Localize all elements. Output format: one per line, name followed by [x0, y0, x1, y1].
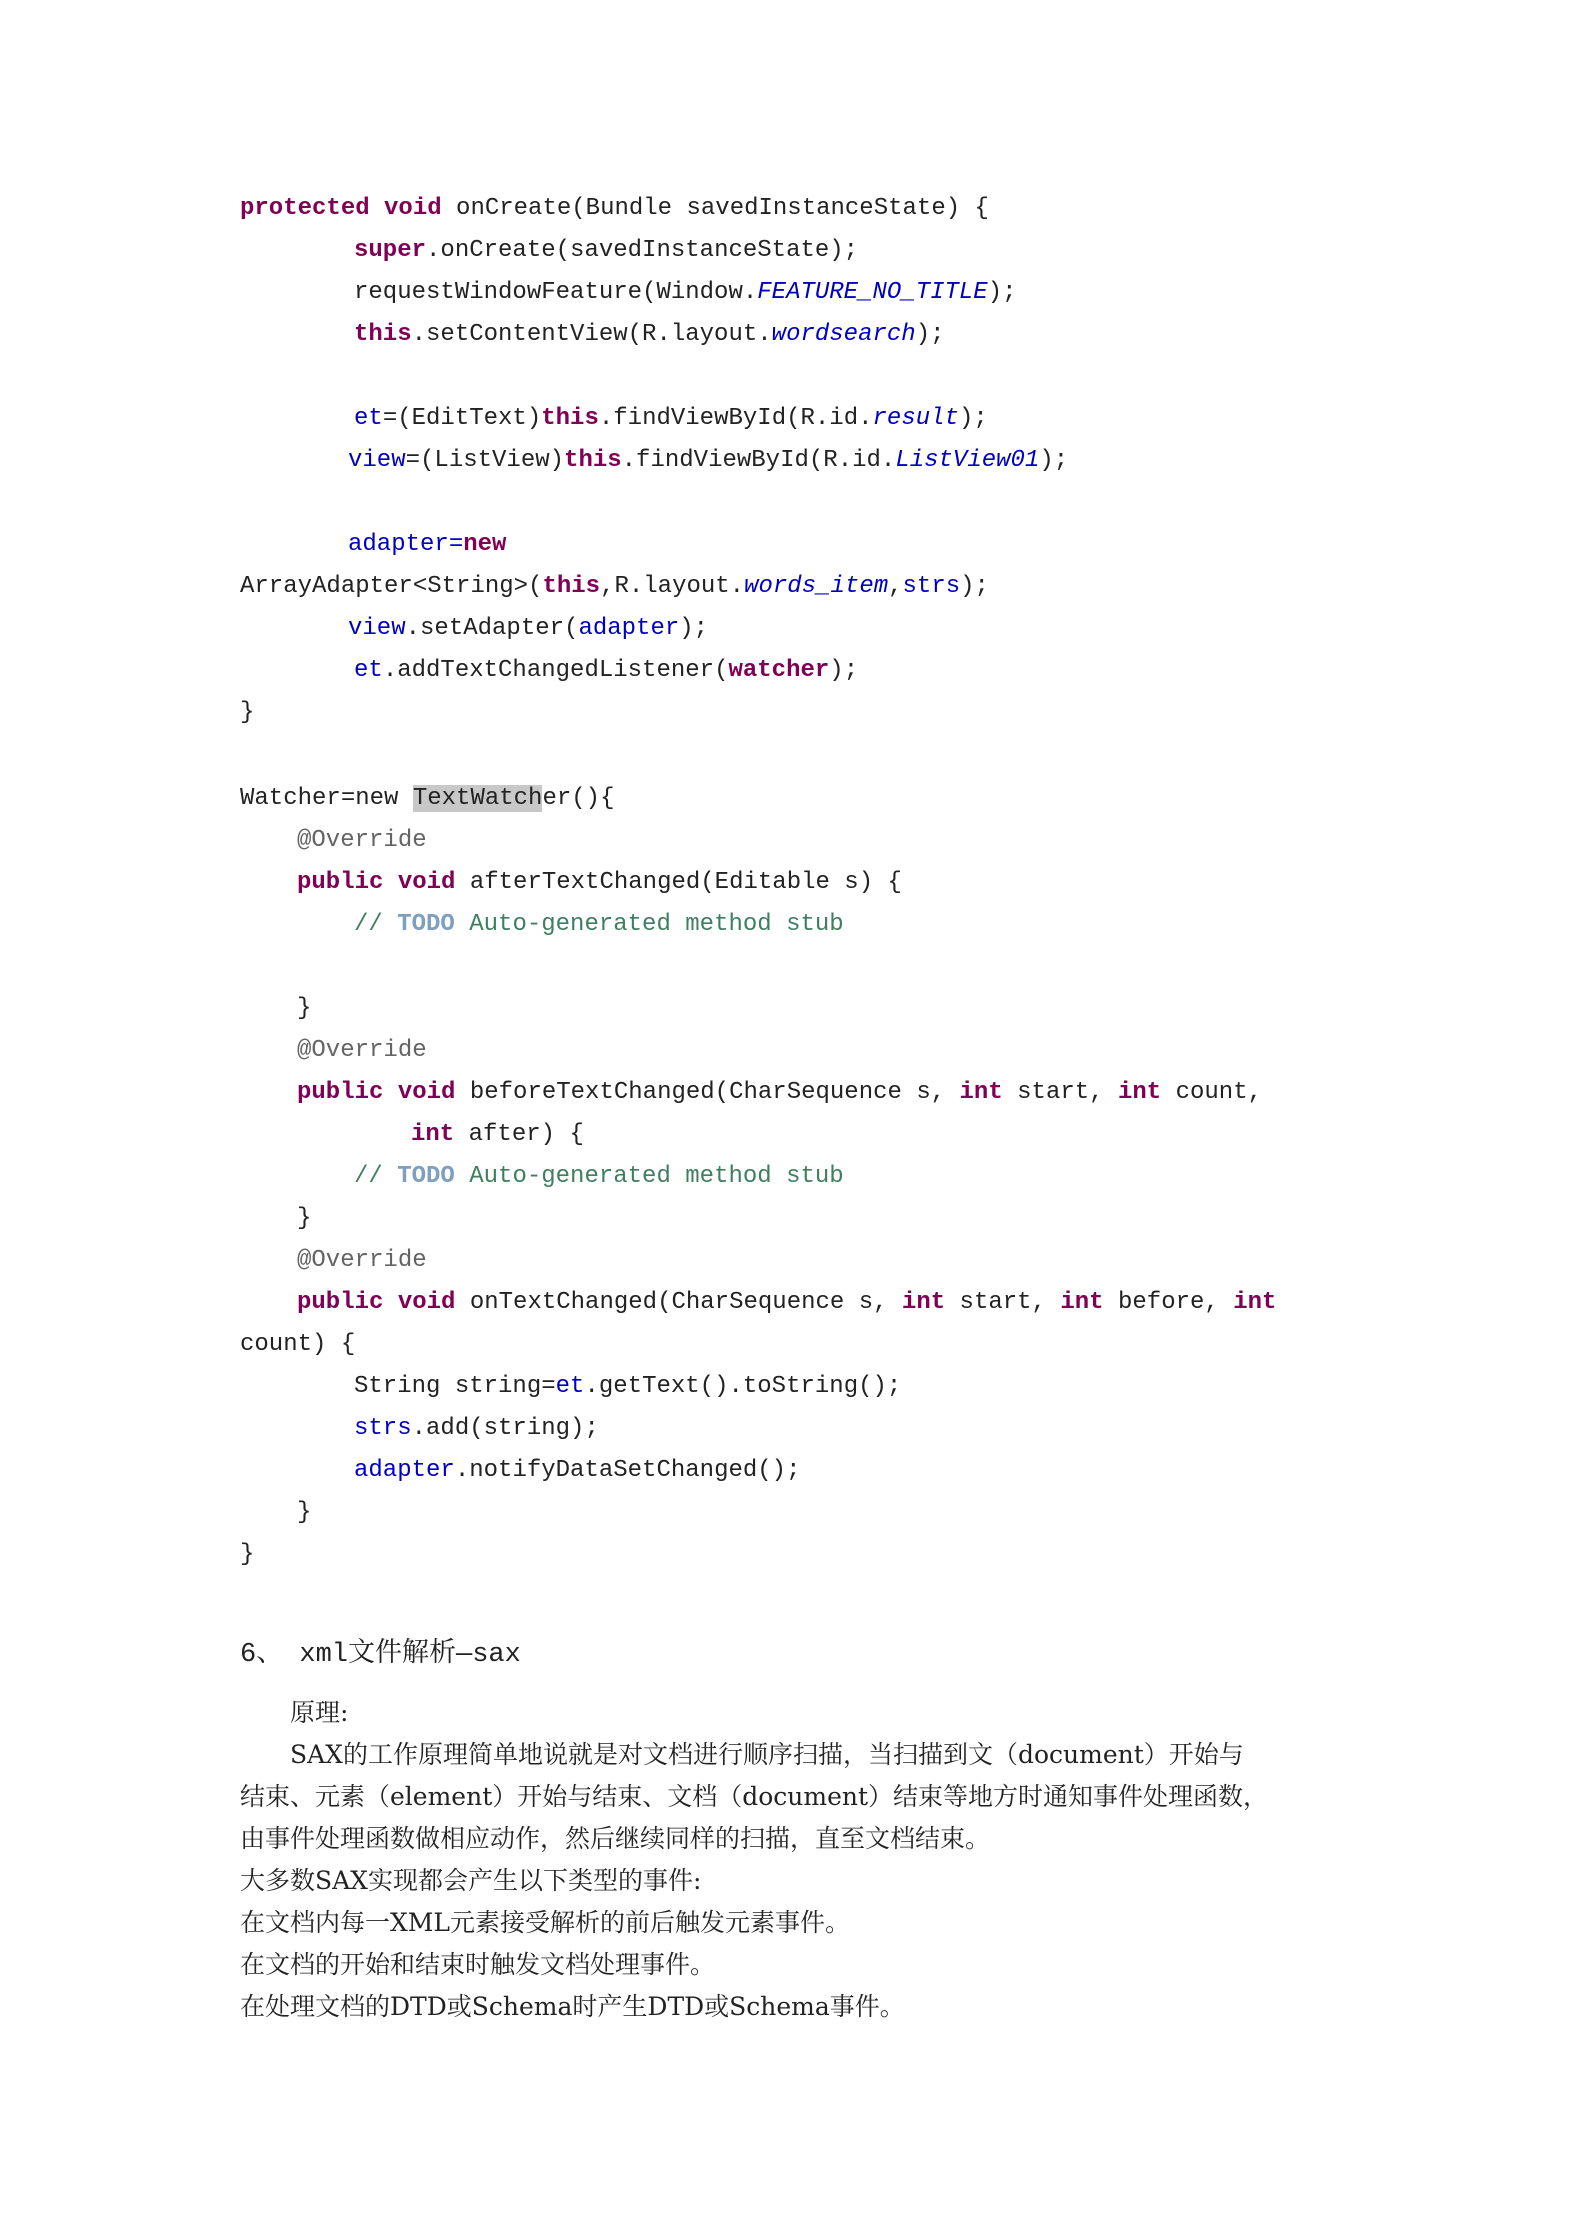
code-text: .findViewById(R.id.	[598, 405, 873, 432]
keyword: int	[1117, 1079, 1162, 1106]
code-text: String string=	[354, 1373, 556, 1400]
annotation: @Override	[297, 1247, 427, 1274]
keyword: super	[354, 237, 427, 264]
highlighted-text: TextWatch	[412, 785, 543, 812]
code-text: ,	[888, 573, 903, 600]
keyword: int	[1233, 1289, 1277, 1316]
code-line	[240, 190, 989, 228]
code-line	[348, 610, 708, 648]
code-line	[354, 906, 844, 944]
static-field: FEATURE_NO_TITLE	[757, 279, 988, 306]
code-text: er	[542, 785, 572, 812]
annotation: @Override	[297, 1037, 427, 1064]
code-line	[348, 442, 1068, 480]
code-line	[240, 694, 254, 732]
field-ref: view	[348, 447, 406, 474]
annotation: @Override	[297, 827, 427, 854]
code-text: .findViewById(R.id.	[621, 447, 896, 474]
keyword: void	[397, 869, 456, 896]
code-line	[354, 652, 858, 690]
paragraph-line: 在文档的开始和结束时触发文档处理事件。	[240, 1950, 716, 1979]
keyword: int	[1060, 1289, 1104, 1316]
static-field: ListView01	[895, 447, 1040, 474]
code-line	[354, 1368, 901, 1406]
comment: Auto-generated method stub	[454, 1163, 844, 1190]
code-text: );	[987, 279, 1017, 306]
code-text: .getText().toString();	[584, 1373, 902, 1400]
field-ref: et	[354, 657, 383, 684]
code-text: count,	[1161, 1079, 1263, 1106]
code-text: onCreate(Bundle savedInstanceState) {	[441, 195, 989, 222]
code-text: }	[297, 1205, 312, 1232]
code-text: );	[829, 657, 859, 684]
code-text: );	[960, 573, 989, 600]
section-heading: 6、 xml文件解析—sax	[240, 1640, 521, 1670]
code-text: .notifyDataSetChanged();	[454, 1457, 801, 1484]
code-text: after) {	[454, 1121, 584, 1148]
code-text: .onCreate(savedInstanceState);	[426, 237, 859, 264]
field-ref: adapter=	[348, 531, 464, 558]
paragraph-line: 原理:	[290, 1698, 349, 1727]
code-line	[354, 1410, 599, 1448]
field-ref: adapter	[578, 615, 680, 642]
keyword: void	[384, 195, 442, 222]
comment: //	[354, 1163, 398, 1190]
code-text: .setContentView(R.layout.	[411, 321, 772, 348]
paragraph-line: 大多数SAX实现都会产生以下类型的事件:	[240, 1866, 702, 1895]
code-line	[348, 526, 506, 564]
code-line	[354, 1452, 800, 1490]
paragraph-line: 在文档内每一XML元素接受解析的前后触发元素事件。	[240, 1908, 850, 1937]
todo-tag: TODO	[397, 1163, 455, 1190]
code-text: Watcher=new	[240, 785, 413, 812]
keyword: watcher	[728, 657, 830, 684]
code-line	[297, 1032, 427, 1070]
field-ref: strs	[354, 1415, 412, 1442]
code-line	[297, 1242, 427, 1280]
code-text: );	[679, 615, 709, 642]
field-ref: adapter	[354, 1457, 455, 1484]
field-ref: et	[555, 1373, 585, 1400]
keyword: this	[354, 321, 412, 348]
code-line	[297, 1074, 1262, 1112]
keyword: void	[397, 1289, 456, 1316]
code-text: afterTextChanged(Editable s) {	[455, 869, 902, 896]
code-line	[354, 1158, 844, 1196]
code-text: );	[958, 405, 988, 432]
code-line	[354, 400, 988, 438]
code-text: .addTextChangedListener(	[382, 657, 729, 684]
code-line	[354, 232, 858, 270]
code-line	[297, 1200, 311, 1238]
paragraph-line: 结束、元素（element）开始与结束、文档（document）结束等地方时通知事件处理函数，	[240, 1782, 1269, 1811]
code-line	[411, 1116, 584, 1154]
field-ref: strs	[902, 573, 961, 600]
code-line	[354, 274, 1017, 312]
paragraph-line: SAX的工作原理简单地说就是对文档进行顺序扫描，当扫描到文（document）开始与	[290, 1740, 1244, 1769]
field-ref: view	[348, 615, 406, 642]
code-text: );	[915, 321, 945, 348]
keyword: this	[564, 447, 622, 474]
keyword: void	[397, 1079, 456, 1106]
code-text: .add(string);	[411, 1415, 599, 1442]
code-text: }	[297, 995, 312, 1022]
keyword: public	[297, 1079, 384, 1106]
paragraph-line: 由事件处理函数做相应动作，然后继续同样的扫描，直至文档结束。	[240, 1824, 991, 1853]
code-line	[240, 568, 989, 606]
keyword: int	[901, 1289, 946, 1316]
code-text: }	[240, 1541, 255, 1568]
keyword: protected	[240, 195, 370, 222]
code-text: =(EditText)	[382, 405, 542, 432]
code-line	[240, 780, 614, 818]
todo-tag: TODO	[397, 911, 455, 938]
code-text: }	[240, 699, 255, 726]
code-text: ,R.layout.	[600, 573, 745, 600]
static-field: result	[872, 405, 959, 432]
comment: //	[354, 911, 398, 938]
code-line	[297, 990, 311, 1028]
code-text: beforeTextChanged(CharSequence s,	[455, 1079, 960, 1106]
keyword: this	[541, 405, 599, 432]
code-line	[297, 1494, 311, 1532]
comment: Auto-generated method stub	[454, 911, 844, 938]
keyword: public	[297, 869, 384, 896]
paragraph-line: 在处理文档的DTD或Schema时产生DTD或Schema事件。	[240, 1992, 905, 2021]
static-field: words_item	[744, 573, 889, 600]
code-text: (){	[571, 785, 615, 812]
keyword: int	[411, 1121, 455, 1148]
code-line	[297, 864, 902, 902]
code-text: requestWindowFeature(Window.	[354, 279, 758, 306]
code-text: );	[1039, 447, 1069, 474]
keyword: int	[959, 1079, 1003, 1106]
code-text: ArrayAdapter<String>(	[240, 573, 543, 600]
code-text: .setAdapter(	[405, 615, 579, 642]
code-line	[240, 1536, 254, 1574]
static-field: wordsearch	[771, 321, 916, 348]
code-text: start,	[1002, 1079, 1118, 1106]
code-text: onTextChanged(CharSequence s,	[455, 1289, 902, 1316]
code-text: count) {	[240, 1331, 356, 1358]
code-line	[297, 1284, 1276, 1322]
code-line	[297, 822, 427, 860]
keyword: this	[542, 573, 601, 600]
code-text: start,	[945, 1289, 1061, 1316]
keyword: new	[463, 531, 507, 558]
code-text: before,	[1103, 1289, 1234, 1316]
keyword: public	[297, 1289, 384, 1316]
field-ref: et	[354, 405, 383, 432]
code-text: }	[297, 1499, 312, 1526]
code-line	[240, 1326, 355, 1364]
code-line	[354, 316, 945, 354]
code-text: =(ListView)	[405, 447, 565, 474]
